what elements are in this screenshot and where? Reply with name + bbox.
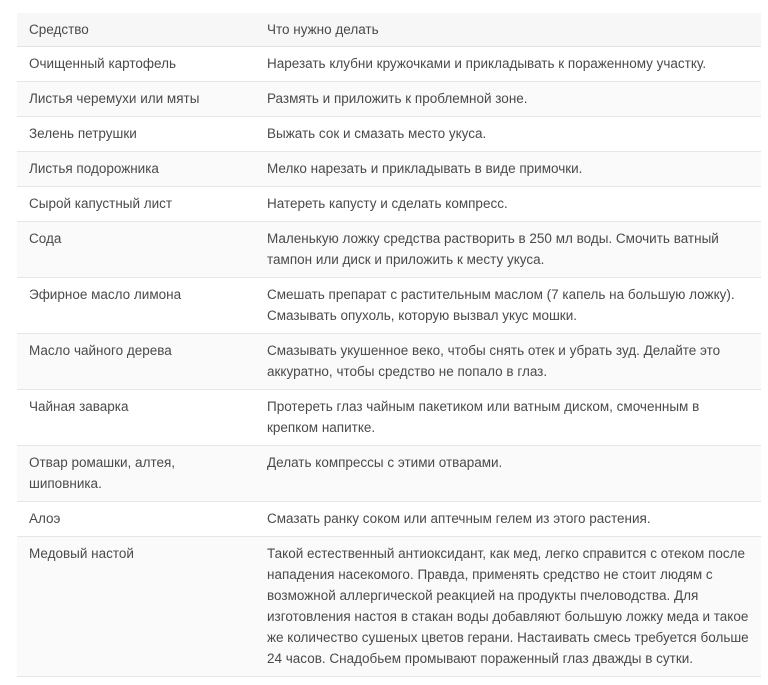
header-instructions: Что нужно делать bbox=[267, 22, 379, 37]
remedy-cell: Алоэ bbox=[29, 511, 61, 526]
remedies-table-container bbox=[17, 13, 761, 677]
remedy-cell: Эфирное масло лимона bbox=[29, 287, 182, 302]
instruction-cell: Нарезать клубни кружочками и прикладывать к пораженному участку. bbox=[267, 56, 707, 71]
instruction-cell: Смазать ранку соком или аптечным гелем из этого растения. bbox=[267, 511, 651, 526]
table-row bbox=[17, 187, 761, 222]
table-row bbox=[17, 390, 761, 446]
table-row bbox=[17, 222, 761, 278]
remedy-cell: Сода bbox=[29, 231, 62, 246]
table-row bbox=[17, 502, 761, 537]
remedy-cell: Отвар ромашки, алтея, шиповника. bbox=[29, 455, 176, 491]
table-row bbox=[17, 446, 761, 502]
table-row bbox=[17, 117, 761, 152]
instruction-cell: Смешать препарат с растительным маслом (7 капель на большую ложку). Смазывать опухоль, которую вызвал укус мошки. bbox=[267, 287, 735, 323]
instruction-cell: Такой естественный антиоксидант, как мед, легко справится с отеком после нападения насекомого. Правда, применять средство не стоит людям с возможной аллергической реакцией на продукты пчеловодства. Для изготовления настоя в стакан воды добавляют большую ложку меда и такое же количество сушеных цветов герани. Настаивать смесь требуется больше 24 часов. Снадобьем промывают пораженный глаз дважды в сутки. bbox=[267, 546, 749, 666]
remedy-cell: Чайная заварка bbox=[29, 399, 129, 414]
remedy-cell: Масло чайного дерева bbox=[29, 343, 172, 358]
table-row bbox=[17, 82, 761, 117]
instruction-cell: Мелко нарезать и прикладывать в виде примочки. bbox=[267, 161, 583, 176]
table-row bbox=[17, 152, 761, 187]
instruction-cell: Смазывать укушенное веко, чтобы снять отек и убрать зуд. Делайте это аккуратно, чтобы средство не попало в глаз. bbox=[267, 343, 721, 379]
remedy-cell: Медовый настой bbox=[29, 546, 134, 561]
instruction-cell: Маленькую ложку средства растворить в 250 мл воды. Смочить ватный тампон или диск и приложить к месту укуса. bbox=[267, 231, 719, 267]
remedy-cell: Листья черемухи или мяты bbox=[29, 91, 200, 106]
instruction-cell: Выжать сок и смазать место укуса. bbox=[267, 126, 487, 141]
table-row bbox=[17, 47, 761, 82]
remedies-table bbox=[17, 13, 761, 677]
remedy-cell: Зелень петрушки bbox=[29, 126, 137, 141]
instruction-cell: Размять и приложить к проблемной зоне. bbox=[267, 91, 528, 106]
table-header-row bbox=[17, 13, 761, 47]
table-row bbox=[17, 537, 761, 677]
remedy-cell: Очищенный картофель bbox=[29, 56, 176, 71]
remedy-cell: Сырой капустный лист bbox=[29, 196, 173, 211]
table-row bbox=[17, 278, 761, 334]
header-remedy: Средство bbox=[29, 22, 89, 37]
instruction-cell: Натереть капусту и сделать компресс. bbox=[267, 196, 508, 211]
instruction-cell: Делать компрессы с этими отварами. bbox=[267, 455, 503, 470]
remedy-cell: Листья подорожника bbox=[29, 161, 159, 176]
instruction-cell: Протереть глаз чайным пакетиком или ватным диском, смоченным в крепком напитке. bbox=[267, 399, 700, 435]
table-row bbox=[17, 334, 761, 390]
